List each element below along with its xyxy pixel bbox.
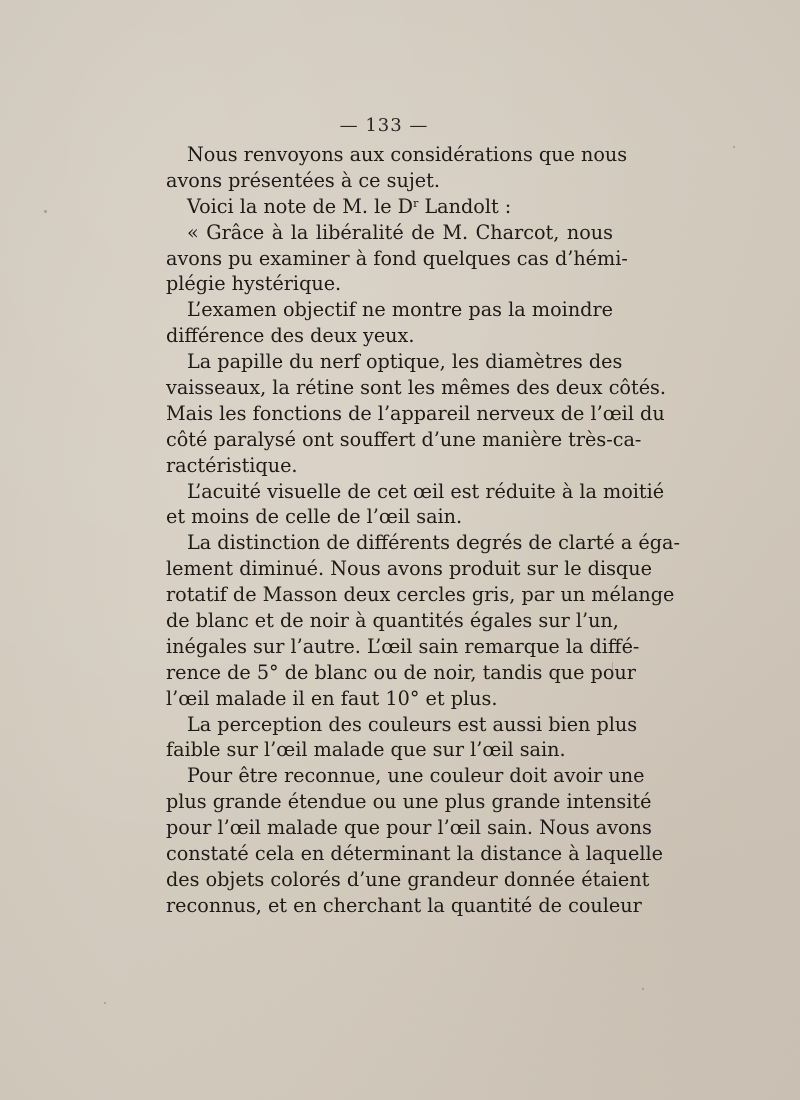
text-line-content: avons pu examiner à fond quelques cas d’hémi- (166, 246, 628, 270)
text-line (166, 375, 666, 401)
text-line (166, 349, 623, 375)
text-line-content: faible sur l’œil malade que sur l’œil sain. (166, 738, 566, 762)
text-line-content: avons présentées à ce sujet. (166, 168, 440, 192)
text-line-content: reconnus, et en cherchant la quantité de couleur (166, 893, 642, 917)
text-line (166, 271, 613, 297)
paper-speck (612, 662, 613, 674)
text-line (166, 453, 613, 479)
text-line-content: plus grande étendue ou une plus grande intensité (166, 790, 652, 814)
text-line-content: côté paralysé ont souffert d’une manière très-ca- (166, 427, 642, 451)
text-line (166, 841, 663, 867)
text-line-content: inégales sur l’autre. L’œil sain remarque la diffé- (166, 634, 640, 658)
text-line (166, 142, 628, 168)
text-line-content: ractéristique. (166, 453, 298, 477)
text-line (166, 246, 628, 272)
text-line-content: plégie hystérique. (166, 272, 342, 296)
text-line (166, 893, 642, 919)
text-line-continuation: Landolt : (418, 194, 512, 218)
text-line (166, 608, 619, 634)
text-line (166, 763, 645, 789)
text-line (166, 556, 652, 582)
body-text (166, 142, 680, 919)
text-line-content: La perception des couleurs est aussi bien plus (187, 712, 638, 736)
text-line (166, 737, 613, 763)
superscript: r (413, 196, 419, 210)
text-line (166, 504, 613, 530)
text-line (166, 427, 642, 453)
text-line-content: de blanc et de noir à quantités égales sur l’un, (166, 609, 619, 633)
text-line-content: lement diminué. Nous avons produit sur le disque (166, 557, 652, 581)
page-number: — 133 — (339, 115, 429, 136)
paper-speck (104, 1002, 106, 1004)
text-line (166, 712, 638, 738)
text-line-content: « Grâce à la libéralité de M. Charcot, nous (187, 220, 613, 244)
text-line (166, 323, 613, 349)
text-line-content: Mais les fonctions de l’appareil nerveux de l’œil du (166, 401, 665, 425)
text-line-content: Voici la note de M. le D (187, 194, 414, 218)
text-line (166, 479, 665, 505)
text-line-content: rence de 5° de blanc ou de noir, tandis que pour (166, 660, 636, 684)
text-line-content: Nous renvoyons aux considérations que nous (187, 143, 628, 166)
text-line-content: des objets colorés d’une grandeur donnée étaient (166, 867, 650, 891)
text-line-content: L’examen objectif ne montre pas la moindre (187, 298, 613, 322)
text-line (166, 634, 640, 660)
paper-speck (44, 210, 47, 213)
text-line (166, 297, 613, 323)
text-line (166, 194, 613, 220)
text-line (166, 660, 636, 686)
text-line-content: l’œil malade il en faut 10° et plus. (166, 686, 498, 710)
text-line-content: vaisseaux, la rétine sont les mêmes des deux côtés. (166, 376, 666, 400)
text-line-content: Pour être reconnue, une couleur doit avoir une (187, 764, 645, 788)
text-line (166, 401, 665, 427)
text-line-content: rotatif de Masson deux cercles gris, par un mélange (166, 583, 675, 607)
text-line (166, 220, 613, 246)
text-line (166, 867, 650, 893)
text-line (166, 789, 652, 815)
text-line-content: pour l’œil malade que pour l’œil sain. Nous avons (166, 816, 652, 840)
paper-speck (642, 988, 644, 990)
paper-speck (733, 146, 735, 148)
text-line-content: L’acuité visuelle de cet œil est réduite à la moitié (187, 479, 665, 503)
text-line (166, 530, 680, 556)
text-line (166, 168, 613, 194)
text-line-content: La distinction de différents degrés de clarté a éga- (187, 531, 680, 555)
text-line-content: La papille du nerf optique, les diamètres des (187, 350, 623, 374)
text-line (166, 815, 652, 841)
text-line-content: constaté cela en déterminant la distance à laquelle (166, 842, 663, 866)
text-line-content: et moins de celle de l’œil sain. (166, 505, 463, 529)
text-line (166, 582, 675, 608)
text-line (166, 686, 613, 712)
text-line-content: différence des deux yeux. (166, 324, 415, 348)
